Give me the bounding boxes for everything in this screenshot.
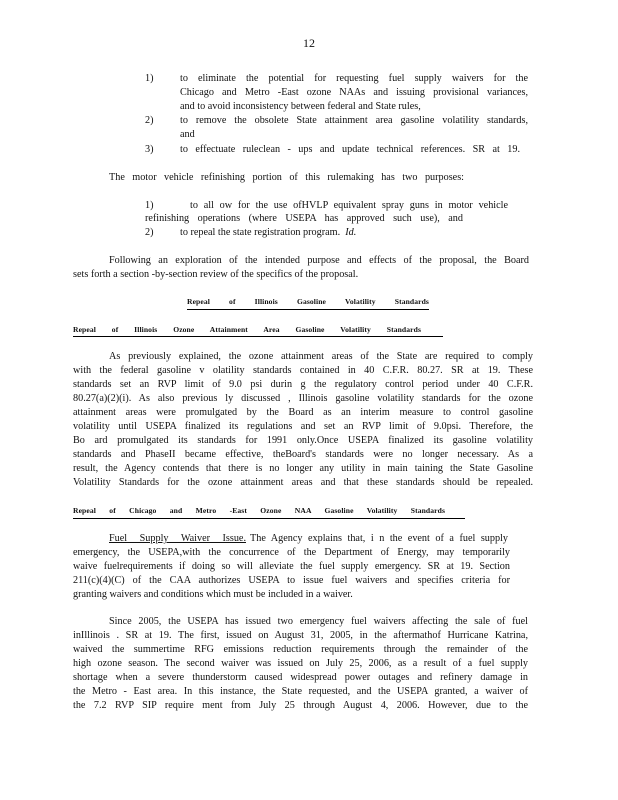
- paragraph: The motor vehicle refinishing portion of this rulemaking has two purposes:: [109, 172, 464, 183]
- paragraph-title: Fuel Supply Waiver Issue.: [109, 533, 246, 544]
- list-item-text: to all ow for the use ofHVLP equivalent spray guns in motor vehicle: [190, 200, 508, 211]
- section-heading: Repeal of Illinois Gasoline Volatility Standards: [187, 297, 429, 306]
- list-number: 1): [145, 200, 154, 211]
- list-number: 2): [145, 115, 154, 126]
- paragraph: As previously explained, the ozone attainment areas of the State are required to comply with the federal gasoline v olatility standards contained in 40 C.F.R. 80.27. SR at 19. These standards set an RVP limit of 9.0 psi durin g the regulatory control period under 40 C.F.R. 80.27(a)(2)(i). As also previous ly discussed , Illinois gasoline volatility standards for the ozone attainment areas were promulgated by the Board as an interim measure to control gasoline volatility until USEPA finalized its regulations and set an RVP limit of 9.0psi. Therefore, the Bo ard promulgated its standards for 1991 only.Once USEPA finalized its gasoline volatility standards and PhaseII became effective, theBoard's standards were no longer necessary. As a result, the Agency contends that there is no longer any utility in main taining the State Gasoline Volatility Standards for the ozone attainment areas and that these standards should be repealed.: [73, 351, 533, 488]
- list-item-text: to effectuate ruleclean - ups and update technical references. SR at 19.: [180, 144, 520, 155]
- subsection-heading: Repeal of Chicago and Metro -East Ozone NAA Gasoline Volatility Standards: [73, 506, 445, 515]
- paragraph: The Agency explains that, i n the event of a fuel supply: [250, 533, 508, 544]
- list-number: 3): [145, 144, 154, 155]
- page-number: 12: [303, 36, 315, 50]
- paragraph: Since 2005, the USEPA has issued two emergency fuel waivers affecting the sale of fuel inIllinois . SR at 19. The first, issued on August 31, 2005, in the aftermathof Hurricane Katrina, waived the summertime RFG emissions reduction requirements through the remainder of the high ozone season. The second waiver was issued on July 25, 2006, as a result of a fuel supply shortage when a severe thunderstorm caused widespread power outages and refinery damage in the Metro - East area. In this instance, the State requested, and the USEPA granted, a waiver of the 7.2 RVP SIP require ment from July 25 through August 4, 2006. However, due to the: [73, 616, 528, 711]
- list-item-text: to repeal the state registration program. Id.: [180, 227, 357, 238]
- subsection-heading: Repeal of Illinois Ozone Attainment Area Gasoline Volatility Standards: [73, 325, 421, 334]
- heading-underline: [187, 309, 429, 310]
- heading-underline: [73, 336, 443, 337]
- paragraph: Following an exploration of the intended purpose and effects of the proposal, the Board sets forth a section -by-section review of the specifics of the proposal.: [73, 255, 529, 280]
- heading-underline: [73, 518, 465, 519]
- paragraph: emergency, the USEPA,with the concurrence of the Department of Energy, may temporarily waive fuelrequirements if doing so will alleviate the fuel supply emergency. SR at 19. Section 211(c)(4)(C) of the CAA authorizes USEPA to issue fuel waivers and specifies criteria for granting waivers and conditions which must be included in a waiver.: [73, 547, 510, 600]
- list-item-text: to eliminate the potential for requesting fuel supply waivers for the Chicago and Metro -East ozone NAAs and issuing provisional variances, and to avoid inconsistency between federal and State rules,: [180, 73, 528, 112]
- list-item-text: refinishing operations (where USEPA has approved such use), and: [145, 213, 463, 224]
- list-number: 1): [145, 73, 154, 84]
- list-number: 2): [145, 227, 154, 238]
- list-item-text: to remove the obsolete State attainment area gasoline volatility standards, and: [180, 115, 528, 140]
